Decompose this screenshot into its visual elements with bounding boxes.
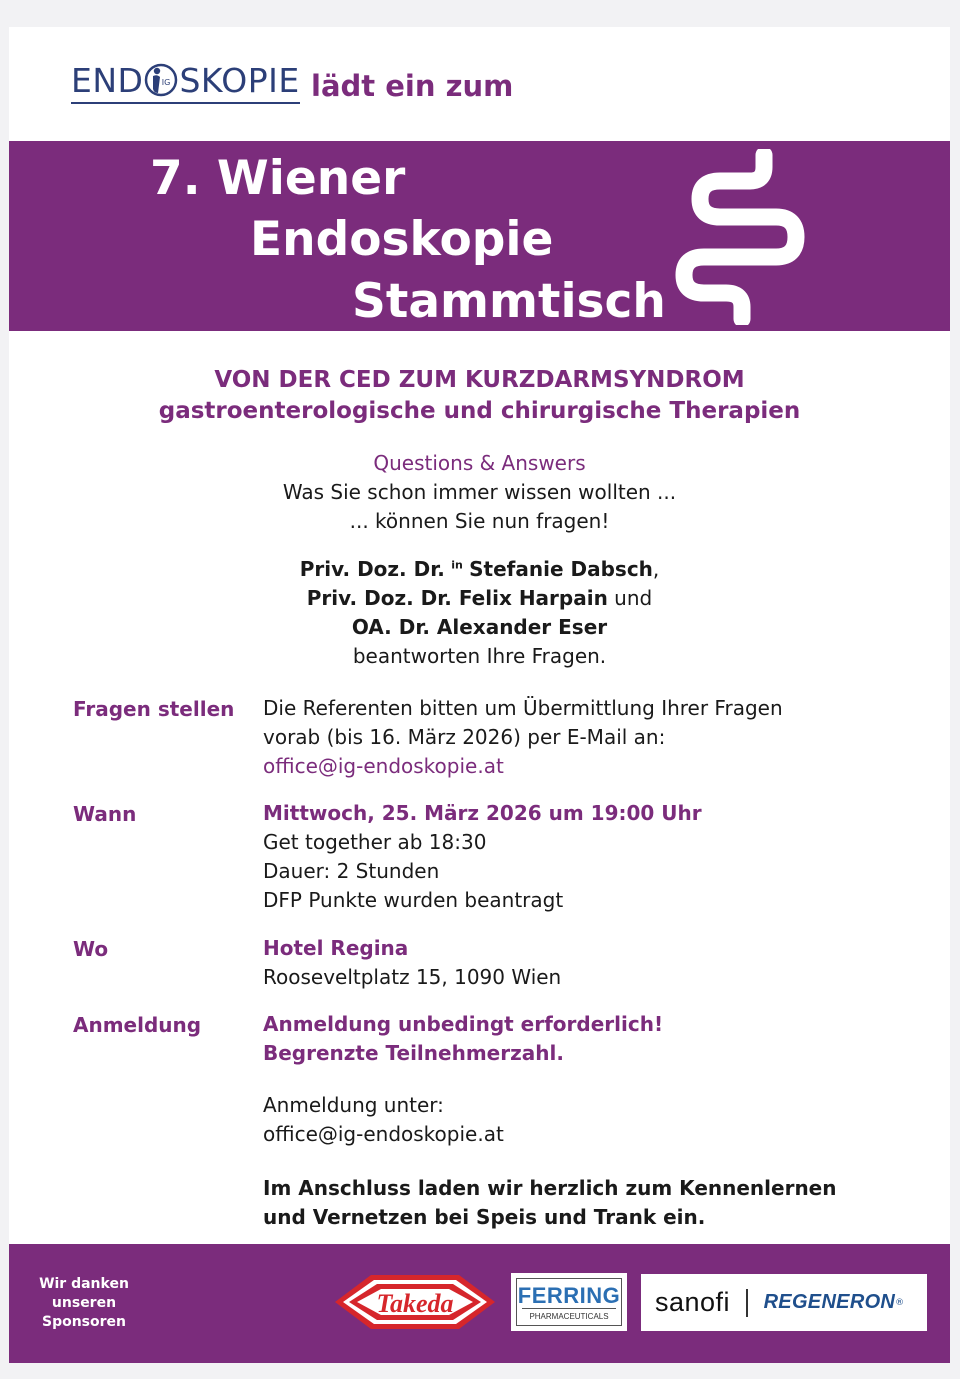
closing-note: [263, 1174, 837, 1232]
svg-text:IG: IG: [162, 78, 171, 87]
registration-label: Anmeldung: [73, 1013, 202, 1037]
topic-title: VON DER CED ZUM KURZDARMSYNDROM: [214, 367, 745, 393]
where-venue: Hotel Regina: [263, 936, 409, 960]
regeneron-mark: ®: [895, 1297, 905, 1308]
speakers-closing: beantworten Ihre Fragen.: [352, 644, 607, 668]
title-line-1: 7. Wiener: [150, 151, 406, 206]
sponsor-footer: [9, 1244, 950, 1363]
sanofi-regeneron-logo: [641, 1274, 927, 1331]
registration-email-link[interactable]: office@ig-endoskopie.at: [263, 1122, 504, 1146]
logo-text-right: SKOPIE: [179, 60, 300, 100]
registration-contact: [263, 1091, 504, 1149]
when-line-3: DFP Punkte wurden beantragt: [263, 888, 564, 912]
sponsor-thanks: [27, 1275, 141, 1332]
registration-line-3: Anmeldung unter:: [263, 1093, 444, 1117]
closing-line-2: und Vernetzen bei Speis und Trank ein.: [263, 1205, 706, 1229]
qa-line-1: Was Sie schon immer wissen wollten ...: [282, 480, 677, 504]
thanks-line-1: Wir danken: [39, 1276, 129, 1292]
regeneron-name: REGENERON: [763, 1291, 896, 1313]
logo-divider: [746, 1289, 748, 1317]
speaker-1: [9, 557, 950, 581]
title-line-2: Endoskopie: [250, 212, 554, 267]
speaker-1-sup: in: [451, 558, 463, 572]
when-line-1: Get together ab 18:30: [263, 830, 487, 854]
ferring-logo: [511, 1273, 627, 1331]
where-address: Rooseveltplatz 15, 1090 Wien: [263, 965, 562, 989]
speaker-2: [9, 586, 950, 610]
closing-line-1: Im Anschluss laden wir herzlich zum Kennenlernen: [263, 1176, 837, 1200]
thanks-line-3: Sponsoren: [41, 1314, 126, 1330]
ig-endoskopie-logo: [71, 60, 300, 104]
title-line-3: Stammtisch: [352, 274, 666, 329]
registration-line-1: Anmeldung unbedingt erforderlich!: [263, 1012, 664, 1036]
speaker-3: OA. Dr. Alexander Eser: [351, 615, 608, 639]
registration-line-2: Begrenzte Teilnehmerzahl.: [263, 1041, 564, 1065]
invite-text: lädt ein zum: [311, 69, 514, 103]
speaker-1-suffix: ,: [652, 557, 660, 581]
qa-heading: Questions & Answers: [373, 451, 586, 475]
svg-text:Takeda: Takeda: [376, 1289, 454, 1318]
endoscope-person-icon: [144, 63, 178, 97]
ferring-subtitle: PHARMACEUTICALS: [522, 1308, 616, 1321]
speaker-1-name: Stefanie Dabsch: [469, 557, 653, 581]
when-label: Wann: [73, 802, 137, 826]
speaker-2-suffix: und: [607, 586, 653, 610]
qa-line-2: ... können Sie nun fragen!: [349, 509, 610, 533]
sanofi-name: sanofi: [655, 1287, 731, 1317]
registration-details: [263, 1010, 663, 1068]
questions-email-link[interactable]: office@ig-endoskopie.at: [263, 754, 504, 778]
title-banner: [9, 141, 950, 331]
speaker-1-title: Priv. Doz. Dr.: [299, 557, 445, 581]
questions-line-2: vorab (bis 16. März 2026) per E-Mail an:: [263, 725, 666, 749]
where-details: [263, 934, 561, 992]
questions-label: Fragen stellen: [73, 697, 235, 721]
logo-text-left: END: [71, 60, 144, 100]
takeda-logo: [331, 1271, 499, 1333]
when-line-2: Dauer: 2 Stunden: [263, 859, 440, 883]
invitation-sheet: [9, 27, 950, 1363]
when-details: [263, 799, 702, 915]
where-label: Wo: [73, 937, 109, 961]
ferring-name: FERRING: [517, 1283, 621, 1308]
speaker-2-name: Priv. Doz. Dr. Felix Harpain: [306, 586, 608, 610]
intestine-icon: [664, 149, 814, 325]
questions-line-1: Die Referenten bitten um Übermittlung Ihrer Fragen: [263, 696, 783, 720]
topic-subtitle: gastroenterologische und chirurgische Therapien: [158, 398, 801, 424]
thanks-line-2: unseren: [51, 1295, 117, 1311]
questions-details: [263, 694, 783, 781]
when-date: Mittwoch, 25. März 2026 um 19:00 Uhr: [263, 801, 702, 825]
